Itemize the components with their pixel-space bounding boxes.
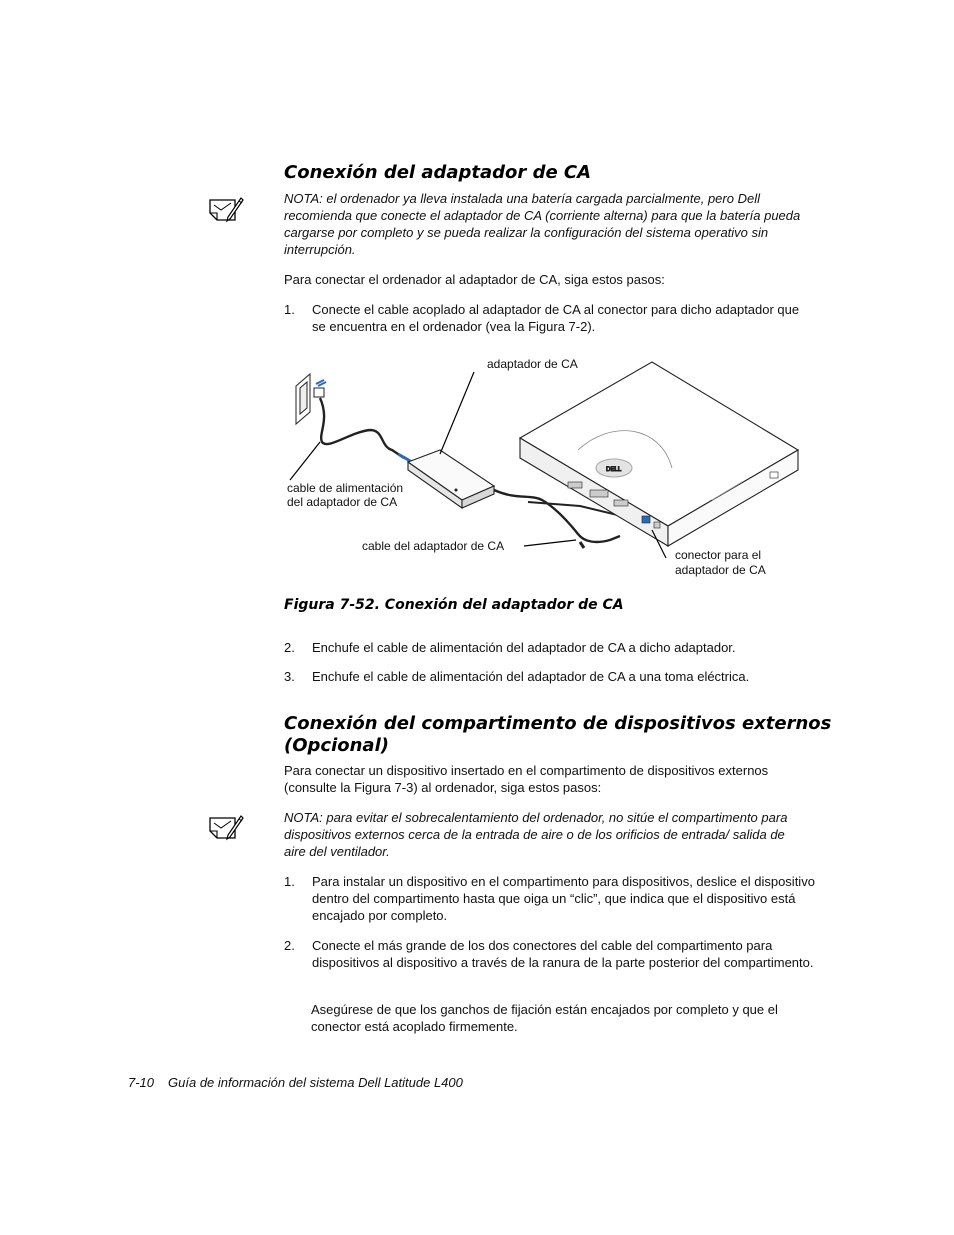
figure-caption: Figura 7-52. Conexión del adaptador de CA — [284, 597, 624, 613]
list-text: Enchufe el cable de alimentación del adaptador de CA a dicho adaptador. — [312, 640, 736, 655]
list-number: 3. — [284, 669, 295, 684]
page-footer — [128, 1075, 463, 1090]
label-connector-2: adaptador de CA — [675, 563, 766, 577]
intro-text: Para conectar un dispositivo insertado en el compartimento de dispositivos externos (consulte la Figura 7-3) al ordenador, siga estos pasos: — [284, 763, 769, 795]
list-text: Enchufe el cable de alimentación del adaptador de CA a una toma eléctrica. — [312, 669, 750, 684]
list-item — [284, 668, 814, 685]
section-heading-ac-adapter: Conexión del adaptador de CA — [284, 162, 592, 183]
label-connector-1: conector para el — [675, 548, 762, 562]
heading-line-2: (Opcional) — [284, 735, 389, 756]
note-text: NOTA: para evitar el sobrecalentamiento del ordenador, no sitúe el compartimento para dispositivos externos cerca de la entrada de aire o de los orificios de entrada/ salida de aire del ventilador. — [284, 810, 788, 859]
figure-ac-adapter — [280, 350, 820, 590]
heading-line-1: Conexión del compartimento de dispositivos externos — [284, 713, 832, 734]
footer-title: Guía de información del sistema Dell Latitude L400 — [168, 1075, 463, 1090]
svg-text:DELL: DELL — [606, 466, 622, 473]
label-power-cable-1: cable de alimentación — [287, 481, 404, 495]
power-cable — [320, 398, 404, 458]
page-number: 7-10 — [128, 1075, 155, 1090]
list-text: Conecte el cable acoplado al adaptador de CA al conector para dicho adaptador que se encuentra en el ordenador (vea la Figura 7-2). — [312, 302, 800, 334]
wall-outlet — [296, 374, 310, 424]
plug — [314, 380, 326, 397]
list-item — [284, 639, 814, 656]
list-text: Para instalar un dispositivo en el compartimento para dispositivos, deslice el dispositivo dentro del compartimento hasta que oiga un “clic”, que indica que el dispositivo está encajado por completo. — [312, 874, 815, 923]
section-heading-external-bay — [284, 713, 844, 757]
list-item — [284, 937, 816, 971]
list-text: Conecte el más grande de los dos conectores del cable del compartimento para dispositivos al dispositivo a través de la ranura de la parte posterior del compartimento. — [312, 938, 814, 970]
list-number: 2. — [284, 640, 295, 655]
list-item — [284, 301, 814, 335]
laptop — [520, 362, 798, 546]
note-pencil-icon — [207, 194, 247, 226]
note-pencil-icon — [207, 812, 247, 844]
list-number: 1. — [284, 874, 295, 889]
leader-adapter — [440, 372, 474, 454]
list-item — [284, 873, 816, 924]
leader-adapter-cable — [524, 540, 576, 546]
leader-power-cable — [290, 442, 320, 480]
label-adapter-cable: cable del adaptador de CA — [362, 539, 505, 553]
note-text: NOTA: el ordenador ya lleva instalada una batería cargada parcialmente, pero Dell recomienda que conecte el adaptador de CA (corriente alterna) para que la batería pueda cargarse por completo y se pueda realizar la configuración del sistema operativo sin interrupción. — [284, 191, 801, 257]
label-power-cable-2: del adaptador de CA — [287, 495, 398, 509]
ac-adapter-brick — [408, 450, 494, 508]
intro-text: Para conectar el ordenador al adaptador de CA, siga estos pasos: — [284, 272, 665, 287]
list-number: 2. — [284, 938, 295, 953]
label-ac-adapter: adaptador de CA — [487, 357, 578, 371]
list-followup-text: Asegúrese de que los ganchos de fijación están encajados por completo y que el conector está acoplado firmemente. — [311, 1002, 778, 1034]
list-number: 1. — [284, 302, 295, 317]
